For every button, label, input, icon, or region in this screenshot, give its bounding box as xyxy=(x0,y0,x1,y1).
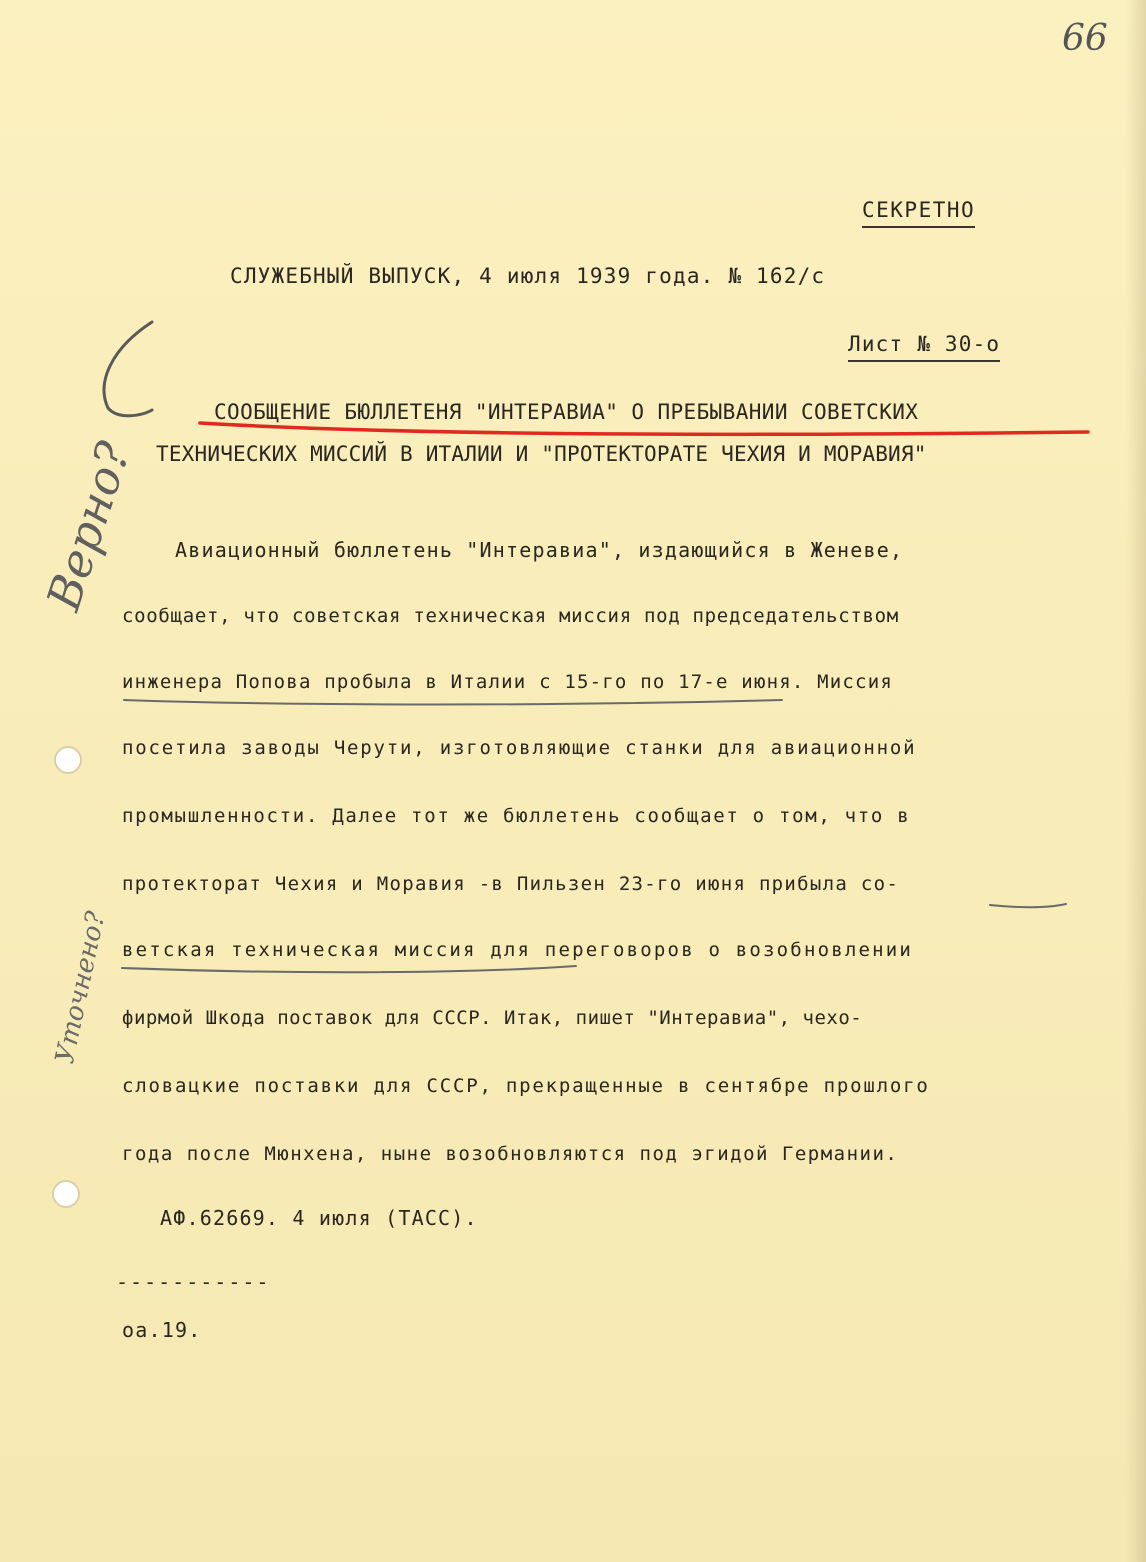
source-line: АФ.62669. 4 июля (ТАСС). xyxy=(160,1206,478,1230)
margin-note-utochneno: Уточнено? xyxy=(50,908,112,1067)
headline-line-2: ТЕХНИЧЕСКИХ МИССИЙ В ИТАЛИИ И "ПРОТЕКТОРАТЕ ЧЕХИЯ И МОРАВИЯ" xyxy=(156,442,927,466)
pencil-underline xyxy=(124,700,782,705)
body-line-1: Авиационный бюллетень "Интеравиа", издающийся в Женеве, xyxy=(175,538,904,562)
margin-note-verno: Верно? xyxy=(36,435,141,617)
red-pencil-underline xyxy=(200,423,1088,434)
classification-stamp: СЕКРЕТНО xyxy=(862,196,975,228)
pencil-underline xyxy=(990,904,1066,907)
body-line-5: промышленности. Далее тот же бюллетень сообщает о том, что в xyxy=(122,805,911,827)
body-line-8: фирмой Шкода поставок для СССР. Итак, пишет "Интеравиа", чехо- xyxy=(122,1007,863,1029)
body-line-3: инженера Попова пробыла в Италии с 15-го по 17-е июня. Миссия xyxy=(122,671,893,693)
pencil-underline xyxy=(122,966,576,972)
body-line-6: протекторат Чехия и Моравия -в Пильзен 23-го июня прибыла со- xyxy=(122,873,900,895)
separator-line: ----------- xyxy=(116,1270,271,1294)
pencil-bracket xyxy=(104,322,152,416)
document-code: оа.19. xyxy=(122,1318,202,1342)
body-line-4: посетила заводы Черути, изготовляющие станки для авиационной xyxy=(122,737,917,759)
body-line-10: года после Мюнхена, ныне возобновляются под эгидой Германии. xyxy=(122,1143,899,1165)
body-line-7: ветская техническая миссия для переговоров о возобновлении xyxy=(122,939,914,961)
body-line-2: сообщает, что советская техническая миссия под председательством xyxy=(122,605,899,627)
issue-line: СЛУЖЕБНЫЙ ВЫПУСК, 4 июля 1939 года. № 162/с xyxy=(230,264,826,288)
page-number: 66 xyxy=(1062,18,1108,59)
headline-line-1: СООБЩЕНИЕ БЮЛЛЕТЕНЯ "ИНТЕРАВИА" О ПРЕБЫВАНИИ СОВЕТСКИХ xyxy=(214,400,919,424)
body-line-9: словацкие поставки для СССР, прекращенные в сентябре прошлого xyxy=(122,1075,930,1097)
sheet-number: Лист № 30-о xyxy=(848,330,1000,362)
